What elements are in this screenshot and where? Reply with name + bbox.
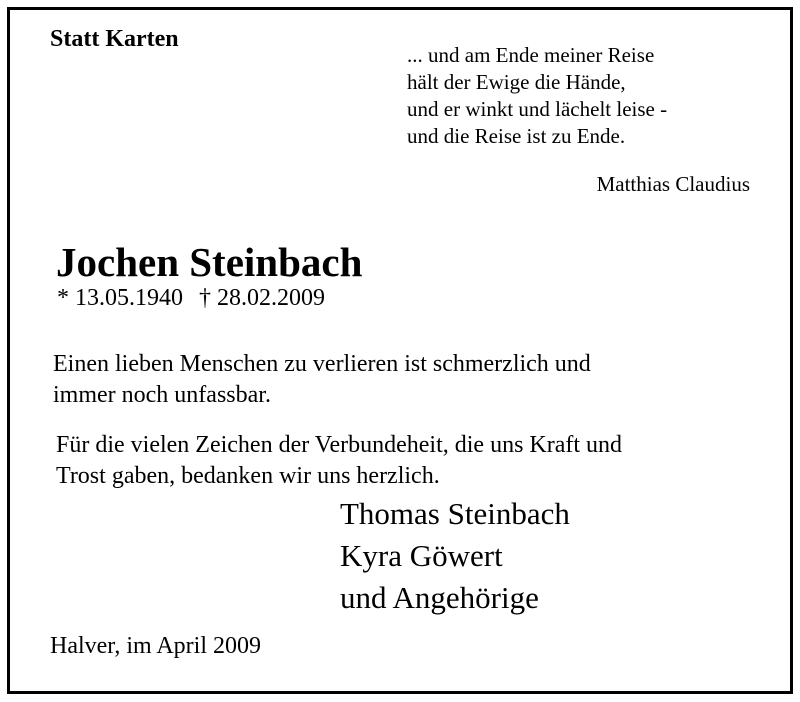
birth-date: * 13.05.1940 xyxy=(57,285,183,311)
message-paragraph xyxy=(53,349,591,411)
signer-name: Kyra Göwert xyxy=(340,538,503,573)
thanks-paragraph xyxy=(56,430,622,492)
paragraph-line: Für die vielen Zeichen der Verbundeheit, die uns Kraft und xyxy=(56,432,623,458)
death-date: † 28.02.2009 xyxy=(199,285,325,311)
poem-verse xyxy=(407,42,667,150)
paragraph-line: Trost gaben, bedanken wir uns herzlich. xyxy=(56,463,440,489)
header-label: Statt Karten xyxy=(50,26,179,52)
paragraph-line: immer noch unfassbar. xyxy=(53,382,271,408)
life-dates xyxy=(57,285,325,312)
signer-name: und Angehörige xyxy=(340,580,539,615)
poem-line: und die Reise ist zu Ende. xyxy=(407,124,626,148)
poem-line: und er winkt und lächelt leise - xyxy=(407,97,668,121)
paragraph-line: Einen lieben Menschen zu verlieren ist schmerzlich und xyxy=(53,351,591,377)
signer-name: Thomas Steinbach xyxy=(340,496,570,531)
poem-line: ... und am Ende meiner Reise xyxy=(407,43,655,67)
place-date: Halver, im April 2009 xyxy=(50,633,262,659)
signers-block xyxy=(340,493,570,619)
poem-author: Matthias Claudius xyxy=(596,172,750,196)
deceased-name: Jochen Steinbach xyxy=(56,239,363,285)
obituary-notice xyxy=(7,7,793,694)
poem-line: hält der Ewige die Hände, xyxy=(407,70,626,94)
